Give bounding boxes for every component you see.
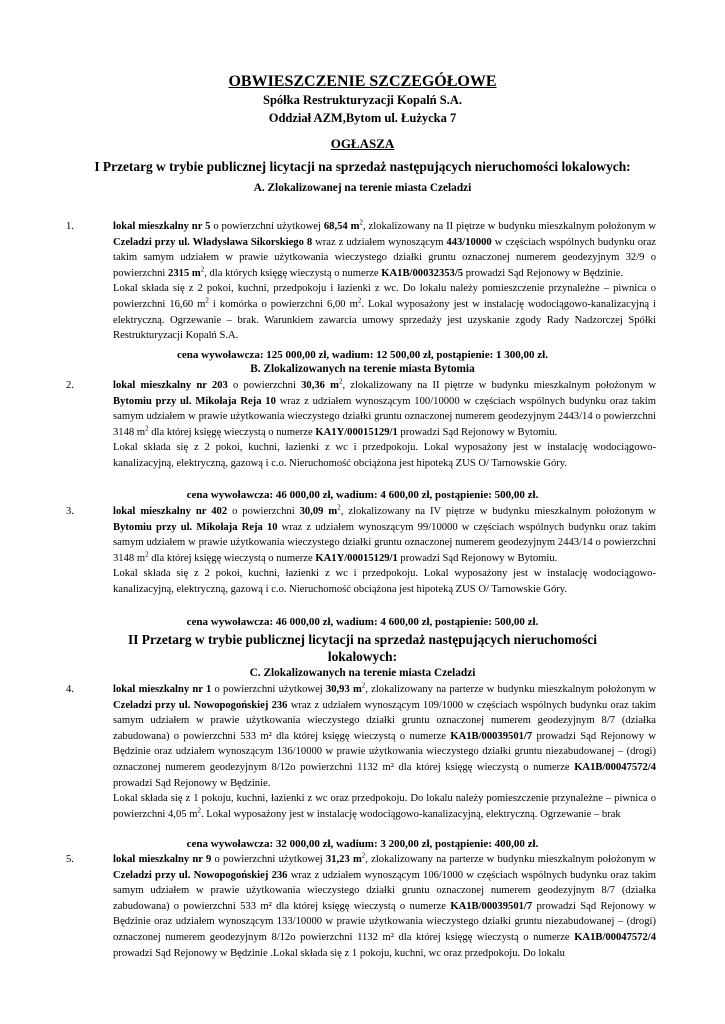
section-c-heading: C. Zlokalizowanych na terenie miasta Czeladzi: [249, 667, 476, 679]
item-2-price: cena wywoławcza: 46 000,00 zł, wadium: 4 600,00 zł, postąpienie: 500,00 zł.: [186, 489, 539, 501]
item-4-price: cena wywoławcza: 32 000,00 zł, wadium: 3 200,00 zł, postąpienie: 400,00 zł.: [186, 838, 539, 850]
tender1-heading: I Przetarg w trybie publicznej licytacji na sprzedaż następujących nieruchomości lokalowych:: [94, 159, 631, 174]
item-number: 1.: [66, 221, 74, 232]
item-4-description: lokal mieszkalny nr 1 o powierzchni użytkowej 30,93 $m^2$, zlokalizowany na parterze w budynku mieszkalnym położonym w Czeladzi przy ul. Nowopogońskiej 236 wraz z udziałem wynoszącym 109/1000 w częściach wspólnych budynku oraz takim samym udziałem w prawie użytkowania wieczystego działki gruntu oznaczonej numerem geodezyjnym 8/7 (działka zabudowana) o powierzchni 533 m² dla której księgę wieczystą o numerze KA1B/00039501/7 prowadzi Sąd Rejonowy w Będzinie oraz udziałem wynoszącym 136/10000 w prawie użytkowania wieczystego działki gruntu niezabudowanej – (drogi) oznaczonej numerem geodezyjnym 8/12o powierzchni 1132 m² dla której księgę wieczystą o numerze KA1B/00047572/4 prowadzi Sąd Rejonowy w Będzinie. Lokal składa się z 1 pokoju, kuchni, łazienki z wc oraz przedpokoju. Do lokalu należy pomieszczenie przynależne – piwnica o powierzchni 4,05 $m^2$. Lokal wyposażony jest w instalację wodociągowo-kanalizacyjną, elektryczną. Ogrzewanie – brak: [113, 681, 656, 820]
item-3-price: cena wywoławcza: 46 000,00 zł, wadium: 4 600,00 zł, postąpienie: 500,00 zł.: [186, 616, 539, 628]
company-name: Spółka Restrukturyzacji Kopalń S.A.: [263, 93, 462, 107]
item-1-price: cena wywoławcza: 125 000,00 zł, wadium: 12 500,00 zł, postąpienie: 1 300,00 zł.: [177, 349, 548, 361]
section-a-heading: A. Zlokalizowanej na terenie miasta Czeladzi: [253, 182, 472, 194]
item-number: 5.: [66, 854, 74, 865]
tender2-heading-line2: lokalowych:: [327, 649, 398, 664]
tender2-heading-line1: II Przetarg w trybie publicznej licytacji na sprzedaż następujących nieruchomości: [128, 632, 597, 647]
item-number: 3.: [66, 506, 74, 517]
item-1-description: lokal mieszkalny nr 5 o powierzchni użytkowej 68,54 $m^2$, zlokalizowany na II piętrze w budynku mieszkalnym położonym w Czeladzi przy ul. Władysława Sikorskiego 8 wraz z udziałem wynoszącym 443/10000 w częściach wspólnych budynku oraz takim samym udziałem w prawie użytkowania wieczystego działki gruntu oznaczonej numerem geodezyjnym 32/9 o powierzchni 2315 $m^2$, dla których księgę wieczystą o numerze KA1B/00032353/5 prowadzi Sąd Rejonowy w Będzinie. Lokal składa się z 2 pokoi, kuchni, przedpokoju i łazienki z wc. Do lokalu należy pomieszczenie przynależne – piwnica o powierzchni 16,60 $m^2$ i komórka o powierzchni 6,00 $m^2$. Lokal wyposażony jest w instalację wodociągowo-kanalizacyjną i elektryczną. Ogrzewanie – brak. Warunkiem zawarcia umowy sprzedaży jest uzyskanie zgody Rady Nadzorczej Spółki Restrukturyzacji Kopalń S.A.: [113, 218, 656, 342]
branch-address: Oddział AZM,Bytom ul. Łużycka 7: [268, 111, 457, 125]
item-2-description: lokal mieszkalny nr 203 o powierzchni 30,36 $m^2$, zlokalizowany na II piętrze w budynku mieszkalnym położonym w Bytomiu przy ul. Mikołaja Reja 10 wraz z udziałem wynoszącym 100/10000 w częściach wspólnych budynku oraz takim samym udziałem w prawie użytkowania wieczystego działki gruntu oznaczonej numerem geodezyjnym 2443/14 o powierzchni 3148 $m^2$ dla której księgę wieczystą o numerze KA1Y/00015129/1 prowadzi Sąd Rejonowy w Bytomiu. Lokal składa się z 2 pokoi, kuchni, łazienki z wc i przedpokoju. Lokal wyposażony jest w instalację wodociągowo-kanalizacyjną, elektryczną, gazową i c.o. Nieruchomość obciążona jest hipoteką ZUS O/ Tarnowskie Góry.: [113, 377, 656, 469]
item-5-description: lokal mieszkalny nr 9 o powierzchni użytkowej 31,23 $m^2$, zlokalizowany na parterze w budynku mieszkalnym położonym w Czeladzi przy ul. Nowopogońskiej 236 wraz z udziałem wynoszącym 106/1000 w częściach wspólnych budynku oraz takim samym udziałem w prawie użytkowania wieczystego działki gruntu oznaczonej numerem geodezyjnym 8/7 (działka zabudowana) o powierzchni 533 m² dla której księgę wieczystą o numerze KA1B/00039501/7 prowadzi Sąd Rejonowy w Będzinie oraz udziałem wynoszącym 133/10000 w prawie użytkowania wieczystego działki gruntu niezabudowanej – (drogi) oznaczonej numerem geodezyjnym 8/12o powierzchni 1132 m² dla której księgę wieczystą o numerze KA1B/00047572/4 prowadzi Sąd Rejonowy w Będzinie .Lokal składa się z 1 pokoju, kuchni, wc oraz przedpokoju. Do lokalu: [113, 851, 656, 959]
document-title: OBWIESZCZENIE SZCZEGÓŁOWE: [228, 73, 497, 90]
item-number: 4.: [66, 684, 74, 695]
announces-heading: OGŁASZA: [330, 136, 395, 151]
item-3-description: lokal mieszkalny nr 402 o powierzchni 30,09 $m^2$, zlokalizowany na IV piętrze w budynku mieszkalnym położonym w Bytomiu przy ul. Mikołaja Reja 10 wraz z udziałem wynoszącym 99/10000 w częściach wspólnych budynku oraz takim samym udziałem w prawie użytkowania wieczystego działki gruntu oznaczonej numerem geodezyjnym 2443/14 o powierzchni 3148 $m^2$ dla której księgę wieczystą o numerze KA1Y/00015129/1 prowadzi Sąd Rejonowy w Bytomiu. Lokal składa się z 2 pokoi, kuchni, łazienki z wc i przedpokoju. Lokal wyposażony jest w instalację wodociągowo-kanalizacyjną, elektryczną, gazową i c.o. Nieruchomość obciążona jest hipoteką ZUS O/ Tarnowskie Góry.: [113, 503, 657, 595]
section-b-heading: B. Zlokalizowanych na terenie miasta Bytomia: [250, 363, 475, 375]
item-number: 2.: [66, 380, 74, 391]
